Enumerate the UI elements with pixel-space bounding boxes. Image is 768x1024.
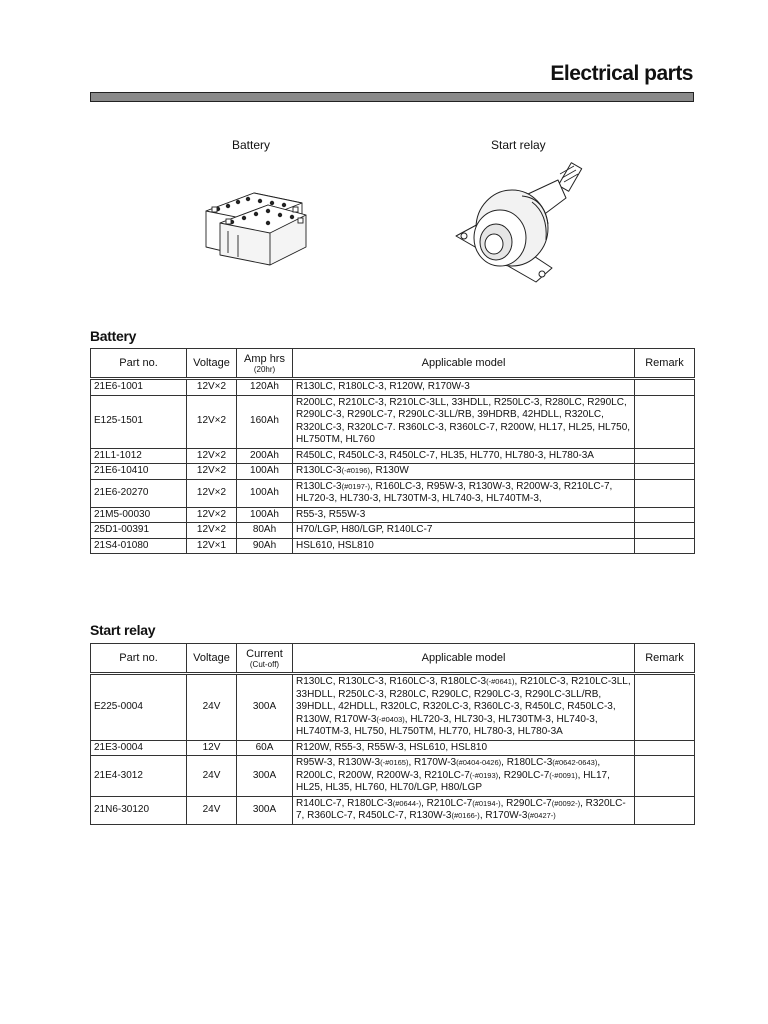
battery-table-header — [91, 349, 695, 379]
applicable-model-cell — [293, 464, 635, 480]
table-row — [91, 448, 695, 464]
model-text: , R290LC-7 — [498, 769, 550, 781]
table-row — [91, 756, 695, 797]
amp-hrs-cell: 160Ah — [237, 395, 293, 448]
applicable-model-cell — [293, 796, 635, 824]
model-text: , R170W-3 — [408, 757, 457, 768]
serial-range-note: (#0194-) — [472, 798, 501, 808]
start-relay-table-header — [91, 644, 695, 674]
part-number-cell: 21E6-10410 — [91, 464, 187, 480]
remark-cell — [635, 507, 695, 523]
serial-range-note: (-#0193) — [469, 770, 499, 780]
header-current-label: Current — [246, 647, 283, 660]
voltage-cell: 24V — [187, 756, 237, 797]
header-current-sub: (Cut-off) — [249, 659, 280, 669]
serial-range-note: (#0642-0643) — [552, 758, 598, 767]
serial-range-note: (-#0196) — [341, 466, 370, 475]
amp-hrs-cell: 100Ah — [237, 479, 293, 507]
battery-table — [90, 348, 695, 554]
table-row — [91, 674, 695, 741]
current-cell: 300A — [237, 756, 293, 797]
model-text: , HL17, HL25, HL35, HL760, HL70/LGP, H80/LGP — [296, 769, 610, 793]
model-text: , R180LC-3 — [501, 757, 553, 768]
start-relay-table — [90, 643, 695, 825]
model-text: R95W-3, R130W-3 — [296, 757, 381, 768]
current-cell: 60A — [237, 740, 293, 756]
model-text: R130LC-3 — [296, 480, 342, 492]
part-number-cell: 21M5-00030 — [91, 507, 187, 523]
model-text: , R200LC, R200W, R200W-3, R210LC-7 — [296, 757, 601, 781]
remark-cell — [635, 395, 695, 448]
model-text: , R210LC-3, R210LC-3LL, 33HDLL, R250LC-3, R280LC, R290LC, R290LC-3, R290LC-3LL/RB, 39HDLL, 42HDLL, R320LC, R320LC-3, R360LC-3, R450LC, R450LC-3, R130W, R170W-3 — [296, 676, 631, 725]
amp-hrs-cell: 100Ah — [237, 464, 293, 480]
table-row — [91, 464, 695, 480]
table-row — [91, 395, 695, 448]
model-text: , R160LC-3, R95W-3, R130W-3, R200W-3, R210LC-7, HL720-3, HL730-3, HL730TM-3, HL740-3, HL740TM-3, — [296, 480, 613, 504]
remark-cell — [635, 674, 695, 741]
table-row — [91, 479, 695, 507]
amp-hrs-cell: 120Ah — [237, 379, 293, 396]
part-number-cell: 21L1-1012 — [91, 448, 187, 464]
part-number-cell: 25D1-00391 — [91, 523, 187, 539]
model-text: R130LC-3 — [296, 465, 342, 476]
serial-range-note: (#0404-0426) — [456, 758, 502, 767]
table-row — [91, 523, 695, 539]
header-remark: Remark — [635, 349, 695, 379]
model-text: , R210LC-7 — [421, 797, 473, 809]
serial-range-note: (#0644-) — [392, 798, 422, 808]
part-number-cell: E125-1501 — [91, 395, 187, 448]
start-relay-icon — [452, 158, 588, 286]
voltage-cell: 12V×2 — [187, 507, 237, 523]
header-applicable-model: Applicable model — [293, 349, 635, 379]
part-number-cell: 21E6-20270 — [91, 479, 187, 507]
serial-range-note: (-#0091) — [549, 770, 578, 780]
part-number-cell: E225-0004 — [91, 674, 187, 741]
start-relay-section-heading: Start relay — [90, 622, 156, 638]
remark-cell — [635, 448, 695, 464]
voltage-cell: 12V — [187, 740, 237, 756]
header-amp-hrs-sub: (20hr) — [253, 364, 276, 374]
start-relay-caption: Start relay — [491, 138, 546, 152]
applicable-model-cell: R200LC, R210LC-3, R210LC-3LL, 33HDLL, R250LC-3, R280LC, R290LC, R290LC-3, R290LC-7, R290LC-3LL/RB, 39HDRB, 42HDLL, R320LC, R320LC-3, R320LC-7. R360LC-3, R360LC-7, R200W, HL17, HL25, HL750, HL750TM, HL760 — [293, 395, 635, 448]
header-amp-hrs — [237, 349, 293, 379]
remark-cell — [635, 523, 695, 539]
table-row — [91, 379, 695, 396]
applicable-model-cell — [293, 674, 635, 741]
serial-range-note: (-#0165) — [380, 758, 409, 767]
current-cell: 300A — [237, 674, 293, 741]
model-text: R140LC-7, R180LC-3 — [296, 797, 393, 809]
applicable-model-cell: R450LC, R450LC-3, R450LC-7, HL35, HL770, HL780-3, HL780-3A — [293, 448, 635, 464]
voltage-cell: 12V×2 — [187, 523, 237, 539]
header-voltage: Voltage — [187, 644, 237, 674]
remark-cell — [635, 538, 695, 554]
applicable-model-cell: R130LC, R180LC-3, R120W, R170W-3 — [293, 379, 635, 396]
remark-cell — [635, 379, 695, 396]
remark-cell — [635, 479, 695, 507]
amp-hrs-cell: 200Ah — [237, 448, 293, 464]
amp-hrs-cell: 90Ah — [237, 538, 293, 554]
part-number-cell: 21S4-01080 — [91, 538, 187, 554]
header-applicable-model: Applicable model — [293, 644, 635, 674]
part-number-cell: 21E6-1001 — [91, 379, 187, 396]
battery-caption: Battery — [232, 138, 271, 152]
voltage-cell: 12V×2 — [187, 464, 237, 480]
amp-hrs-cell: 100Ah — [237, 507, 293, 523]
table-row — [91, 507, 695, 523]
applicable-model-cell — [293, 479, 635, 507]
header-part-no: Part no. — [91, 349, 187, 379]
serial-range-note: (#0427-) — [527, 811, 556, 820]
model-text: , R170W-3 — [479, 810, 528, 821]
part-number-cell: 21E3-0004 — [91, 740, 187, 756]
current-cell: 300A — [237, 796, 293, 824]
table-row — [91, 538, 695, 554]
model-text: , R130W — [369, 465, 409, 476]
header-current — [237, 644, 293, 674]
applicable-model-cell: R55-3, R55W-3 — [293, 507, 635, 523]
header-voltage: Voltage — [187, 349, 237, 379]
model-text: , HL720-3, HL730-3, HL730TM-3, HL740-3, HL740TM-3, HL750, HL750TM, HL770, HL780-3, HL780-3A — [296, 713, 598, 737]
part-number-cell: 21E4-3012 — [91, 756, 187, 797]
model-text: R130LC, R130LC-3, R160LC-3, R180LC-3 — [296, 676, 487, 687]
voltage-cell: 12V×2 — [187, 479, 237, 507]
voltage-cell: 12V×2 — [187, 448, 237, 464]
battery-icon — [198, 185, 310, 267]
remark-cell — [635, 740, 695, 756]
table-row — [91, 740, 695, 756]
serial-range-note: (#0166-) — [451, 811, 480, 820]
header-remark: Remark — [635, 644, 695, 674]
voltage-cell: 24V — [187, 796, 237, 824]
serial-range-note: (-#0641) — [486, 677, 515, 686]
serial-range-note: (#0197-) — [341, 481, 370, 491]
model-text: , R320LC-7, R360LC-7, R450LC-7, R130W-3 — [296, 797, 626, 821]
applicable-model-cell: H70/LGP, H80/LGP, R140LC-7 — [293, 523, 635, 539]
table-row — [91, 796, 695, 824]
remark-cell — [635, 756, 695, 797]
applicable-model-cell — [293, 756, 635, 797]
remark-cell — [635, 464, 695, 480]
applicable-model-cell: HSL610, HSL810 — [293, 538, 635, 554]
remark-cell — [635, 796, 695, 824]
header-amp-hrs-label: Amp hrs — [244, 352, 285, 365]
serial-range-note: (-#0403) — [376, 714, 405, 724]
voltage-cell: 12V×2 — [187, 379, 237, 396]
title-divider — [90, 92, 694, 102]
header-part-no: Part no. — [91, 644, 187, 674]
model-text: , R290LC-7 — [500, 797, 552, 809]
voltage-cell: 12V×2 — [187, 395, 237, 448]
serial-range-note: (#0092-) — [551, 798, 581, 808]
voltage-cell: 24V — [187, 674, 237, 741]
voltage-cell: 12V×1 — [187, 538, 237, 554]
applicable-model-cell: R120W, R55-3, R55W-3, HSL610, HSL810 — [293, 740, 635, 756]
battery-section-heading: Battery — [90, 328, 137, 344]
part-number-cell: 21N6-30120 — [91, 796, 187, 824]
page-title: Electrical parts — [550, 62, 693, 85]
amp-hrs-cell: 80Ah — [237, 523, 293, 539]
